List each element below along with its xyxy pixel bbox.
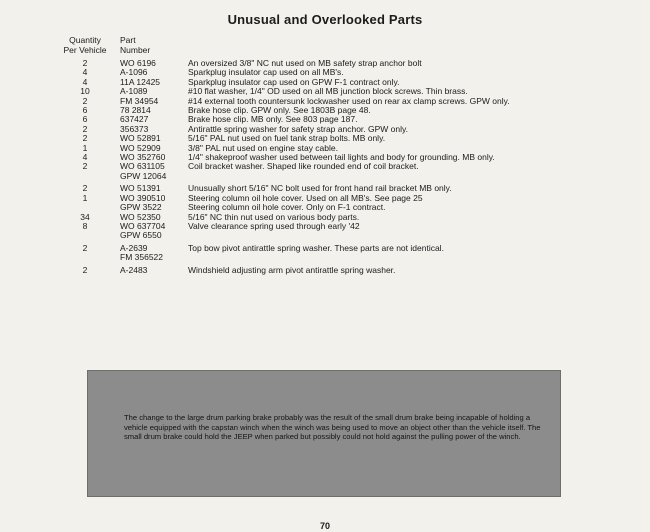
- description-cell: Brake hose clip. GPW only. See 1803B page 48.: [188, 105, 371, 116]
- quantity-cell: 8: [82, 220, 88, 231]
- description-cell: An oversized 3/8" NC nut used on MB safety strap anchor bolt: [188, 58, 422, 68]
- part-row: [62, 172, 622, 181]
- quantity-cell: 1: [82, 192, 88, 203]
- quantity-cell: 4: [82, 76, 88, 87]
- description-cell: Sparkplug insulator cap used on GPW F-1 contract only.: [188, 76, 400, 87]
- page-number: 70: [319, 521, 330, 531]
- part-number-cell: WO 631105: [120, 161, 165, 172]
- description-cell: Valve clearance spring used through early '42: [188, 220, 360, 231]
- quantity-cell: 1: [82, 142, 88, 153]
- description-cell: Sparkplug insulator cap used on all MB's.: [188, 67, 344, 78]
- note-box: [87, 370, 561, 497]
- quantity-cell: 2: [82, 58, 88, 68]
- part-number-cell: A-1096: [120, 67, 148, 78]
- part-number-cell: WO 51391: [120, 183, 161, 194]
- part-number-cell: GPW 6550: [120, 230, 162, 241]
- description-cell: Coil bracket washer. Shaped like rounded end of coil bracket.: [188, 161, 419, 172]
- description-cell: Steering column oil hole cover. Used on all MB's. See page 25: [188, 192, 423, 203]
- description-cell: Unusually short 5/16" NC bolt used for front hand rail bracket MB only.: [188, 183, 452, 194]
- note-text: The change to the large drum parking brake probably was the result of the small drum brake being incapable of holding a vehicle equipped with the capstan winch when the winch was being used to move an object other than the vehicle itself. The small drum brake could hold the JEEP when parked but possibly could not hold against the pulling power of the winch.: [124, 413, 541, 441]
- description-cell: Brake hose clip. MB only. See 803 page 187.: [188, 114, 358, 125]
- quantity-cell: 2: [82, 242, 88, 253]
- description-cell: Windshield adjusting arm pivot antirattle spring washer.: [188, 264, 396, 275]
- parts-list: [62, 59, 622, 275]
- part-number-cell: A-1089: [120, 86, 148, 97]
- quantity-cell: [62, 231, 108, 240]
- quantity-column-header: Quantity Per Vehicle: [63, 35, 107, 55]
- description-cell: Antirattle spring washer for safety strap anchor. GPW only.: [188, 123, 408, 134]
- description-cell: 1/4" shakeproof washer used between tail lights and body for grounding. MB only.: [188, 152, 495, 163]
- quantity-cell: 6: [82, 105, 88, 116]
- part-number-cell: A-2483: [120, 264, 148, 275]
- part-number-cell: 356373: [120, 123, 149, 134]
- quantity-cell: 2: [82, 133, 88, 144]
- part-number-column-header: Part Number: [120, 35, 151, 55]
- description-cell: #10 flat washer, 1/4" OD used on all MB junction block screws. Thin brass.: [188, 86, 468, 97]
- quantity-cell: 2: [82, 161, 88, 172]
- part-number-cell: WO 52891: [120, 133, 161, 144]
- description-cell: Top bow pivot antirattle spring washer. These parts are not identical.: [188, 242, 444, 253]
- description-cell: 5/16" NC thin nut used on various body parts.: [188, 211, 360, 222]
- quantity-cell: 2: [82, 95, 88, 106]
- description-cell: 5/16" PAL nut used on fuel tank strap bolts. MB only.: [188, 133, 386, 144]
- part-number-cell: WO 52350: [120, 211, 161, 222]
- part-number-cell: GPW 12064: [120, 170, 167, 181]
- part-number-cell: FM 34954: [120, 95, 159, 106]
- part-row: [62, 231, 622, 240]
- part-row: [62, 266, 622, 275]
- description-cell: 3/8" PAL nut used on engine stay cable.: [188, 142, 338, 153]
- part-number-cell: WO 390510: [120, 192, 166, 203]
- quantity-cell: 6: [82, 114, 88, 125]
- part-number-cell: 78 2814: [120, 105, 151, 116]
- part-number-cell: 637427: [120, 114, 149, 125]
- part-number-cell: WO 637704: [120, 220, 166, 231]
- quantity-cell: 2: [82, 123, 88, 134]
- quantity-cell: 34: [80, 211, 90, 222]
- part-row: [62, 253, 622, 262]
- quantity-cell: 2: [82, 183, 88, 194]
- part-number-cell: GPW 3522: [120, 202, 162, 213]
- part-number-cell: 11A 12425: [120, 76, 161, 87]
- part-number-cell: WO 352760: [120, 152, 166, 163]
- description-cell: Steering column oil hole cover. Only on F-1 contract.: [188, 202, 386, 213]
- part-number-cell: WO 6196: [120, 58, 156, 68]
- part-number-cell: WO 52909: [120, 142, 161, 153]
- quantity-cell: [62, 172, 108, 181]
- quantity-cell: 4: [82, 152, 88, 163]
- part-number-cell: FM 356522: [120, 252, 163, 263]
- quantity-cell: [62, 253, 108, 262]
- quantity-cell: 4: [82, 67, 88, 78]
- part-number-cell: A-2639: [120, 242, 148, 253]
- description-cell: #14 external tooth countersunk lockwasher used on rear ax clamp screws. GPW only.: [188, 95, 510, 106]
- page-title: Unusual and Overlooked Parts: [227, 12, 423, 27]
- quantity-cell: 2: [82, 264, 88, 275]
- quantity-cell: 10: [80, 86, 90, 97]
